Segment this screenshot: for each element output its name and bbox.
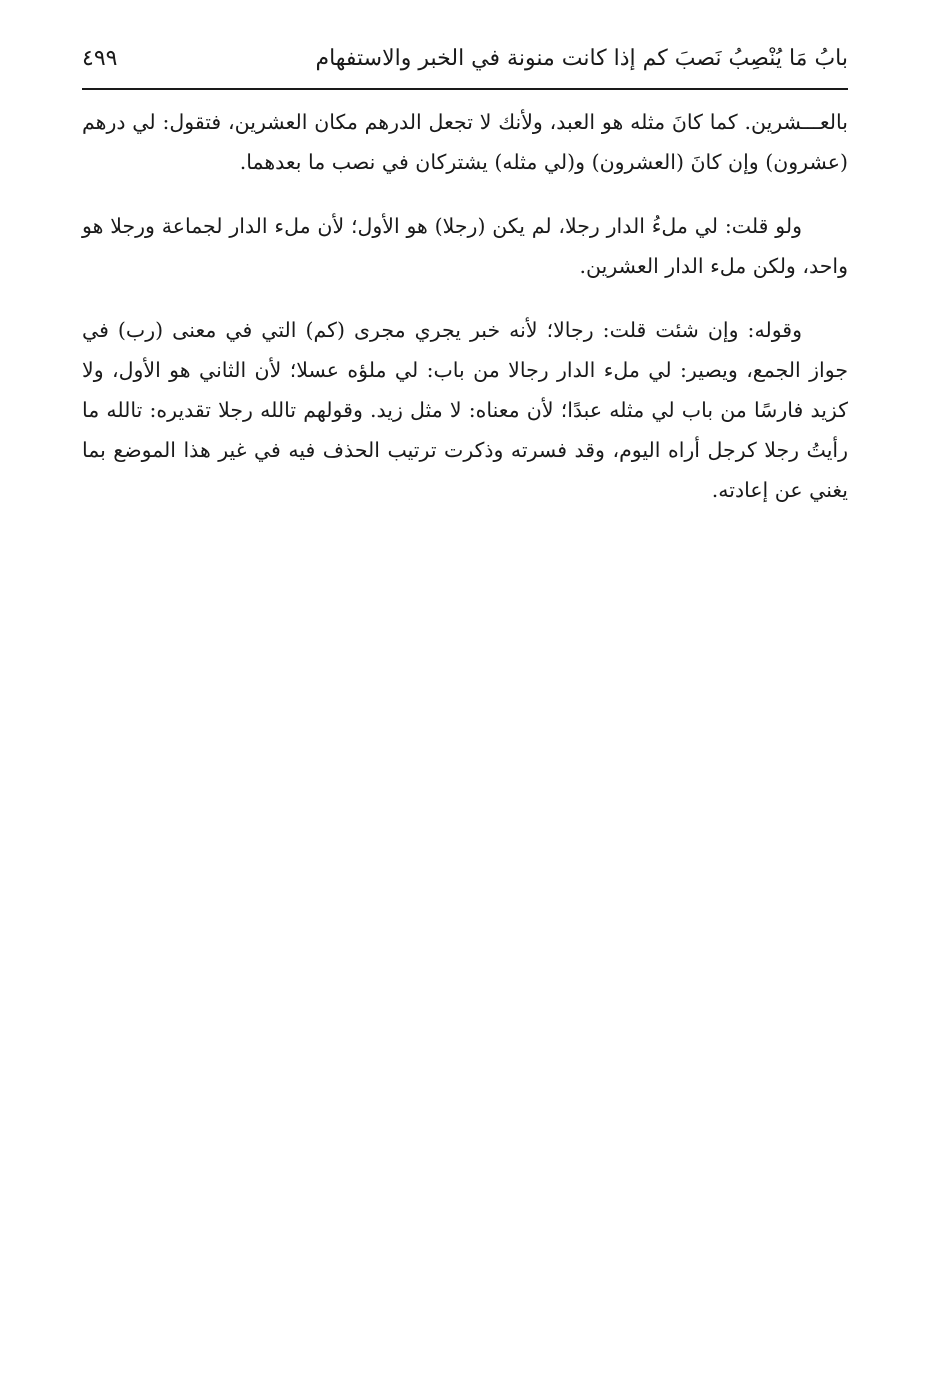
paragraph: وقوله: وإن شئت قلت: رجالا؛ لأنه خبر يجري مجرى (كم) التي في معنى (رب) في جواز الجمع، ويصير: لي ملء الدار رجالا من باب: لي ملؤه عسلا؛ لأن الثاني هو الأول، ولا كزيد فارسًا من باب لي مثله عبدًا؛ لأن معناه: لا مثل زيد. وقولهم تالله رجلا تقديره: تالله ما رأيتُ رجلا كرجل أراه اليوم، وقد فسرته وذكرت ترتيب الحذف فيه في غير هذا الموضع بما يغني عن إعادته. xyxy=(82,318,848,502)
header-divider xyxy=(82,88,848,90)
paragraph-continuation: بالعـــشرين. كما كانَ مثله هو العبد، ولأنك لا تجعل الدرهم مكان العشرين، فتقول: لي درهم (عشرون) وإن كانَ (العشرون) و(لي مثله) يشتركان في نصب ما بعدهما. xyxy=(82,110,848,174)
paragraph: ولو قلت: لي ملءُ الدار رجلا، لم يكن (رجلا) هو الأول؛ لأن ملء الدار لجماعة ورجلا هو واحد، ولكن ملء الدار العشرين. xyxy=(82,214,848,278)
page-header xyxy=(82,42,848,82)
page-number: ٤٩٩ xyxy=(82,46,118,71)
chapter-title: بابُ مَا يُنْصِبُ نَصبَ كم إذا كانت منونة في الخبر والاستفهام xyxy=(315,46,848,71)
body-text xyxy=(82,102,848,534)
